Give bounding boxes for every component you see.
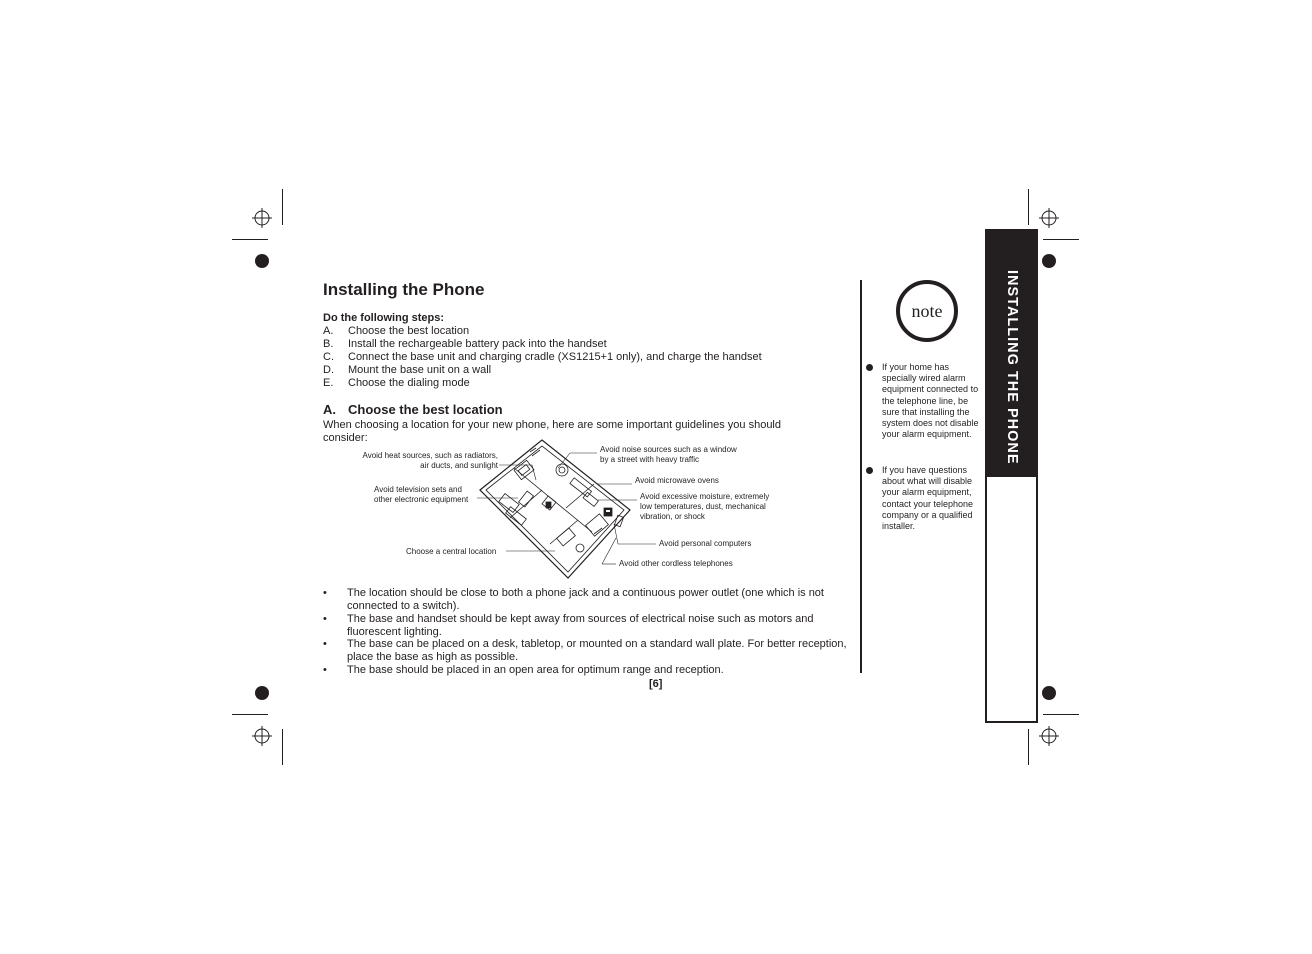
diagram-label-cordless: Avoid other cordless telephones bbox=[619, 559, 733, 568]
section-tab-label: INSTALLING THE PHONE bbox=[1004, 269, 1020, 465]
list-item bbox=[323, 664, 853, 677]
caption-line: Avoid television sets and bbox=[374, 485, 462, 494]
bullet-mark: • bbox=[323, 587, 327, 599]
registration-dot-icon bbox=[255, 254, 269, 268]
page-title: Installing the Phone bbox=[323, 280, 485, 299]
page-number: [6] bbox=[649, 678, 663, 690]
registration-mark-icon bbox=[1039, 208, 1059, 228]
list-item bbox=[323, 638, 853, 664]
diagram-label-tv bbox=[374, 485, 468, 505]
registration-mark-icon bbox=[252, 726, 272, 746]
list-item bbox=[323, 377, 470, 390]
caption-line: Avoid noise sources such as a window bbox=[600, 445, 737, 454]
diagram-label-noise bbox=[600, 445, 737, 465]
bullet-dot-icon bbox=[866, 364, 873, 371]
note-text: If your home has specially wired alarm equipment connected to the telephone line, be sure that installing the system does not disable your alarm equipment. bbox=[882, 362, 979, 440]
diagram-label-central: Choose a central location bbox=[406, 547, 497, 556]
list-item bbox=[323, 613, 853, 639]
step-text: Install the rechargeable battery pack into the handset bbox=[348, 338, 607, 350]
crop-mark bbox=[1028, 189, 1029, 225]
list-item bbox=[323, 351, 762, 364]
bullet-text: The location should be close to both a phone jack and a continuous power outlet (one which is not connected to a switch). bbox=[347, 587, 824, 612]
caption-line: other electronic equipment bbox=[374, 495, 469, 504]
caption-line: air ducts, and sunlight bbox=[420, 461, 498, 470]
bullet-mark: • bbox=[323, 613, 327, 625]
steps-heading: Do the following steps: bbox=[323, 312, 444, 324]
list-item bbox=[323, 338, 607, 351]
caption-line: Avoid excessive moisture, extremely bbox=[640, 492, 770, 501]
step-text: Connect the base unit and charging cradle (XS1215+1 only), and charge the handset bbox=[348, 351, 762, 363]
caption-line: by a street with heavy traffic bbox=[600, 455, 700, 464]
bullet-text: The base and handset should be kept away from sources of electrical noise such as motors and fluorescent lighting. bbox=[347, 613, 814, 638]
bullet-text: The base can be placed on a desk, tabletop, or mounted on a standard wall plate. For better reception, place the base as high as possible. bbox=[347, 638, 847, 663]
crop-mark bbox=[1028, 729, 1029, 765]
diagram-label-computers: Avoid personal computers bbox=[659, 539, 752, 548]
bullet-text: The base should be placed in an open area for optimum range and reception. bbox=[347, 664, 724, 676]
step-text: Mount the base unit on a wall bbox=[348, 364, 492, 376]
diagram-label-heat bbox=[351, 451, 498, 471]
column-divider bbox=[860, 280, 862, 673]
registration-mark-icon bbox=[1039, 726, 1059, 746]
section-heading bbox=[323, 402, 503, 417]
step-letter: D. bbox=[323, 364, 334, 376]
note-item bbox=[866, 465, 984, 532]
diagram-label-microwave: Avoid microwave ovens bbox=[635, 476, 719, 485]
step-text: Choose the best location bbox=[348, 325, 470, 337]
registration-dot-icon bbox=[1042, 254, 1056, 268]
crop-mark bbox=[232, 239, 268, 240]
registration-mark-icon bbox=[252, 208, 272, 228]
step-letter: A. bbox=[323, 325, 334, 337]
bullet-mark: • bbox=[323, 638, 327, 650]
crop-mark bbox=[282, 189, 283, 225]
list-item bbox=[323, 364, 491, 377]
section-title: Choose the best location bbox=[348, 402, 503, 417]
crop-mark bbox=[282, 729, 283, 765]
diagram-label-moisture bbox=[640, 492, 769, 522]
list-item bbox=[323, 325, 469, 338]
registration-dot-icon bbox=[255, 686, 269, 700]
section-letter: A. bbox=[323, 402, 336, 417]
registration-dot-icon bbox=[1042, 686, 1056, 700]
note-item bbox=[866, 362, 984, 440]
step-letter: C. bbox=[323, 351, 334, 363]
note-badge-icon bbox=[894, 278, 960, 344]
caption-line: low temperatures, dust, mechanical bbox=[640, 502, 766, 511]
step-letter: B. bbox=[323, 338, 334, 350]
crop-mark bbox=[232, 714, 268, 715]
step-letter: E. bbox=[323, 377, 334, 389]
caption-line: vibration, or shock bbox=[640, 512, 705, 521]
step-text: Choose the dialing mode bbox=[348, 377, 470, 389]
crop-mark bbox=[1043, 239, 1079, 240]
bullet-mark: • bbox=[323, 664, 327, 676]
list-item bbox=[323, 587, 853, 613]
bullet-dot-icon bbox=[866, 467, 873, 474]
caption-line: Avoid heat sources, such as radiators, bbox=[362, 451, 498, 460]
section-intro: When choosing a location for your new phone, here are some important guidelines you should consider: bbox=[323, 419, 781, 444]
note-text: If you have questions about what will disable your alarm equipment, contact your telephone company or a qualified installer. bbox=[882, 465, 974, 532]
crop-mark bbox=[1043, 714, 1079, 715]
note-label: note bbox=[911, 301, 943, 321]
